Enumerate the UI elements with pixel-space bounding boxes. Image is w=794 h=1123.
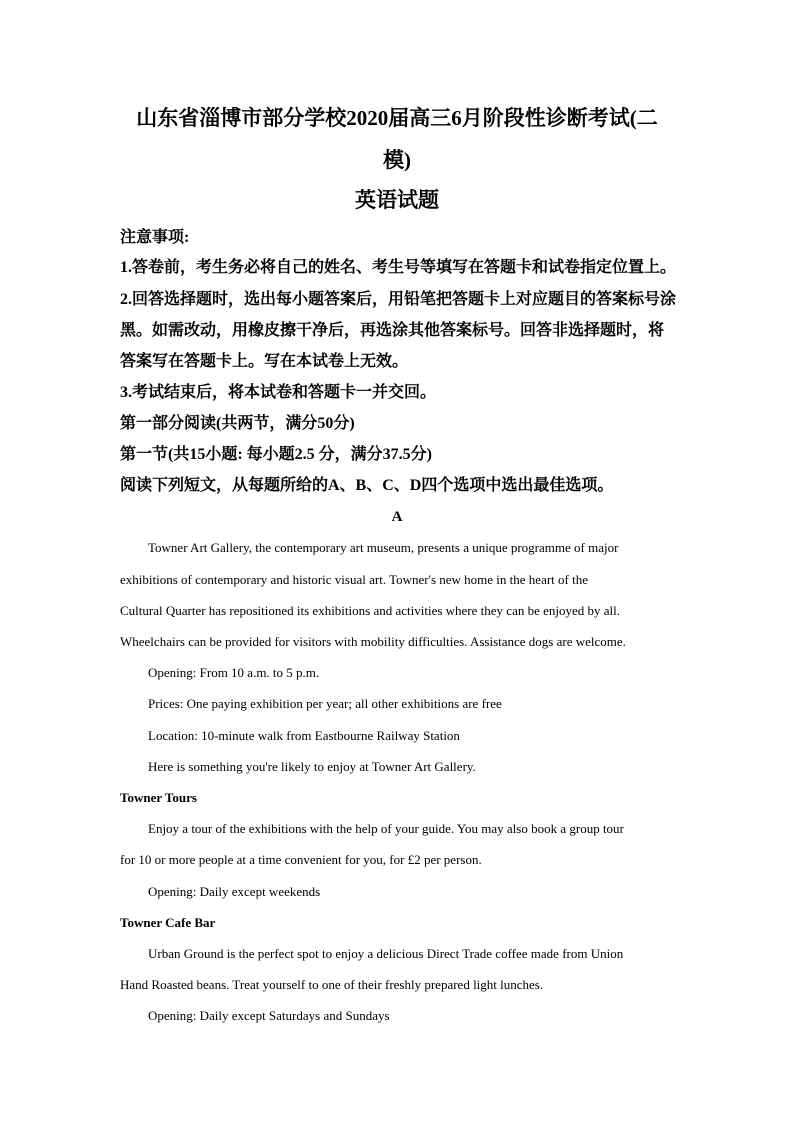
section1-heading: 第一节(共15小题: 每小题2.5 分，满分37.5分) <box>120 446 432 463</box>
intro-line-2: exhibitions of contemporary and historic visual art. Towner's new home in the heart of the <box>120 572 588 587</box>
tours-line-2: for 10 or more people at a time convenient for you, for £2 per person. <box>120 852 482 867</box>
instruction-item-2-line1: 2.回答选择题时，选出每小题答案后，用铅笔把答题卡上对应题目的答案标号涂 <box>120 291 677 308</box>
instructions-heading: 注意事项: <box>120 229 190 246</box>
intro-line-3: Cultural Quarter has repositioned its exhibitions and activities where they can be enjoyed by all. <box>120 603 620 618</box>
enjoy-line: Here is something you're likely to enjoy at Towner Art Gallery. <box>148 759 476 774</box>
exam-title-line1: 山东省淄博市部分学校2020届高三6月阶段性诊断考试(二 <box>136 106 658 130</box>
cafe-opening: Opening: Daily except Saturdays and Sundays <box>148 1008 390 1023</box>
cafe-heading: Towner Cafe Bar <box>120 915 216 930</box>
intro-line-4: Wheelchairs can be provided for visitors with mobility difficulties. Assistance dogs are welcome. <box>120 634 626 649</box>
tours-heading: Towner Tours <box>120 790 197 805</box>
location: Location: 10-minute walk from Eastbourne Railway Station <box>148 728 460 743</box>
exam-title-line2: 模) <box>383 148 411 172</box>
opening-hours: Opening: From 10 a.m. to 5 p.m. <box>148 665 320 680</box>
cafe-line-1: Urban Ground is the perfect spot to enjoy a delicious Direct Trade coffee made from Union <box>148 946 624 961</box>
exam-subtitle: 英语试题 <box>355 188 439 212</box>
instruction-item-3: 3.考试结束后，将本试卷和答题卡一并交回。 <box>120 384 437 401</box>
part1-heading: 第一部分阅读(共两节，满分50分) <box>120 415 355 432</box>
tours-opening: Opening: Daily except weekends <box>148 884 321 899</box>
reading-directions: 阅读下列短文，从每题所给的A、B、C、D四个选项中选出最佳选项。 <box>120 477 614 494</box>
passage-letter: A <box>391 509 403 525</box>
prices: Prices: One paying exhibition per year; all other exhibitions are free <box>148 696 502 711</box>
intro-line-1: Towner Art Gallery, the contemporary art museum, presents a unique programme of major <box>148 540 619 555</box>
tours-line-1: Enjoy a tour of the exhibitions with the help of your guide. You may also book a group tour <box>148 821 624 836</box>
instruction-item-2-line2: 黑。如需改动，用橡皮擦干净后，再选涂其他答案标号。回答非选择题时，将 <box>120 322 665 339</box>
cafe-line-2: Hand Roasted beans. Treat yourself to one of their freshly prepared light lunches. <box>120 977 544 992</box>
instruction-item-2-line3: 答案写在答题卡上。写在本试卷上无效。 <box>120 353 409 370</box>
instruction-item-1: 1.答卷前，考生务必将自己的姓名、考生号等填写在答题卡和试卷指定位置上。 <box>120 259 677 276</box>
